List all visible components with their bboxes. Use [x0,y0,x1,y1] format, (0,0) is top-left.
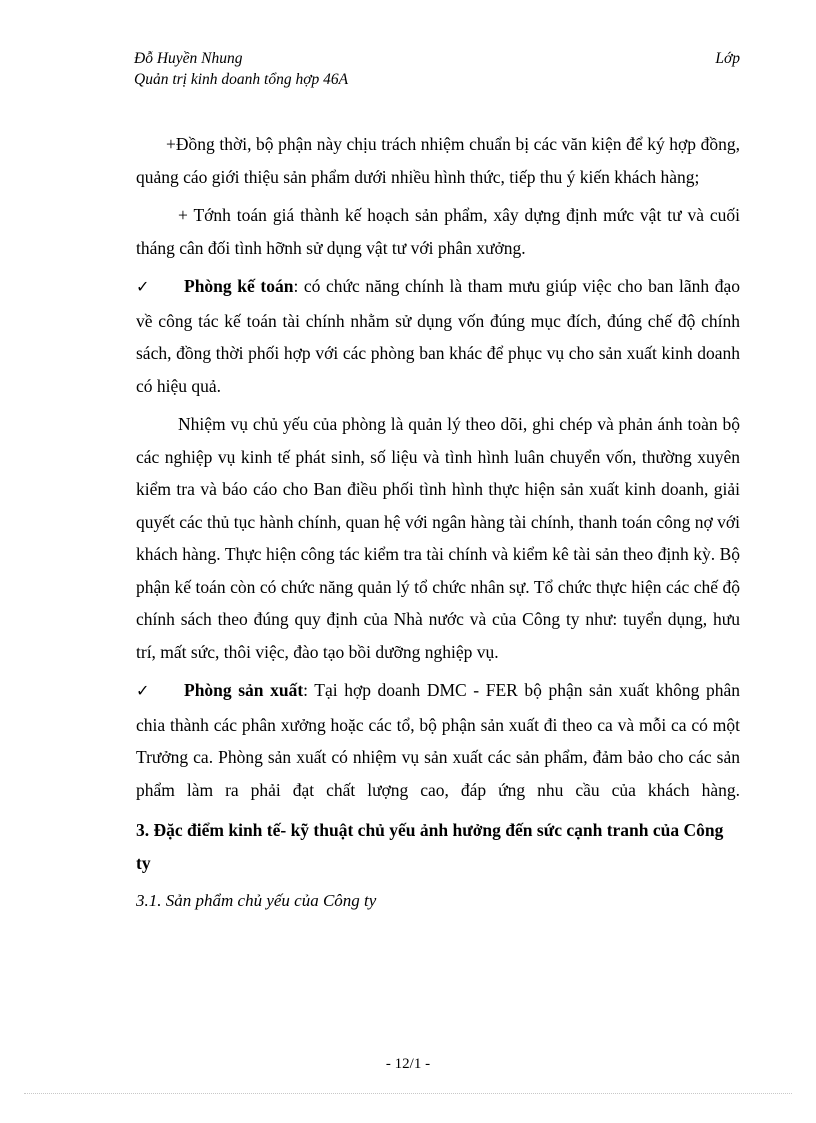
accounting-department-title: Phòng kế toán [184,276,294,296]
header-class-label: Lớp [715,50,740,67]
paragraph-marketing-duties: +Đồng thời, bộ phận này chịu trách nhiệm chuẩn bị các văn kiện để ký hợp đồng, quảng cáo giới thiệu sản phẩm dưới nhiều hình thức, tiếp thu ý kiến khách hàng; [136,134,740,187]
header-author: Đỗ Huyền Nhung [134,50,243,67]
header-department: Quản trị kinh doanh tổng hợp 46A [134,71,349,88]
production-department-text: : Tại hợp doanh DMC - FER bộ phận sản xuất không phân chia thành các phân xưởng hoặc các tổ, bộ phận sản xuất đi theo ca và mỗi ca có một Trưởng ca. Phòng sản xuất có nhiệm vụ sản xuất các sản phẩm, đảm bảo cho các sản phẩm làm ra phải đạt chất lượng cao, đáp ứng nhu cầu của khách hàng. [136,680,741,800]
page-number: - 12/1 - [385,1056,431,1072]
document-body [136,128,740,917]
subsection-heading: 3.1. Sản phẩm chủ yếu của Công ty [136,891,377,910]
checkmark-icon: ✓ [136,279,150,296]
paragraph-cost-planning: + Tớnh toán giá thành kế hoạch sản phẩm, xây dựng định mức vật tư và cuối tháng cân đối tình hỡnh sử dụng vật tư với phân xưởng. [136,205,740,258]
section-heading: 3. Đặc điểm kinh tế- kỹ thuật chủ yếu ảnh hưởng đến sức cạnh tranh của Công ty [136,820,724,873]
paragraph-production-department [136,674,740,806]
paragraph-accounting-department [136,270,740,402]
checkmark-icon: ✓ [136,683,150,700]
paragraph-accounting-tasks: Nhiệm vụ chủ yếu của phòng là quản lý theo dõi, ghi chép và phản ánh toàn bộ các nghiệp vụ kinh tế phát sinh, số liệu và tình hình luân chuyển vốn, thường xuyên kiểm tra và báo cáo cho Ban điều phối tình hình thực hiện sản xuất kinh doanh, giải quyết các thủ tục hành chính, quan hệ với ngân hàng tài chính, thanh toán công nợ với khách hàng. Thực hiện công tác kiểm tra tài chính và kiểm kê tài sản theo định kỳ. Bộ phận kế toán còn có chức năng quản lý tổ chức nhân sự. Tổ chức thực hiện các chế độ chính sách theo đúng quy định của Nhà nước và của Công ty như: tuyển dụng, hưu trí, mất sức, thôi việc, đào tạo bồi dưỡng nghiệp vụ. [136,414,740,662]
page-bottom-divider [24,1093,792,1094]
production-department-title: Phòng sản xuất [184,680,304,700]
page-header-left [134,48,348,90]
accounting-department-text: : có chức năng chính là tham mưu giúp việc cho ban lãnh đạo về công tác kế toán tài chính nhằm sử dụng vốn đúng mục đích, đúng chế độ chính sách, đồng thời phối hợp với các phòng ban khác để phục vụ cho sản xuất kinh doanh có hiệu quả. [136,276,740,396]
